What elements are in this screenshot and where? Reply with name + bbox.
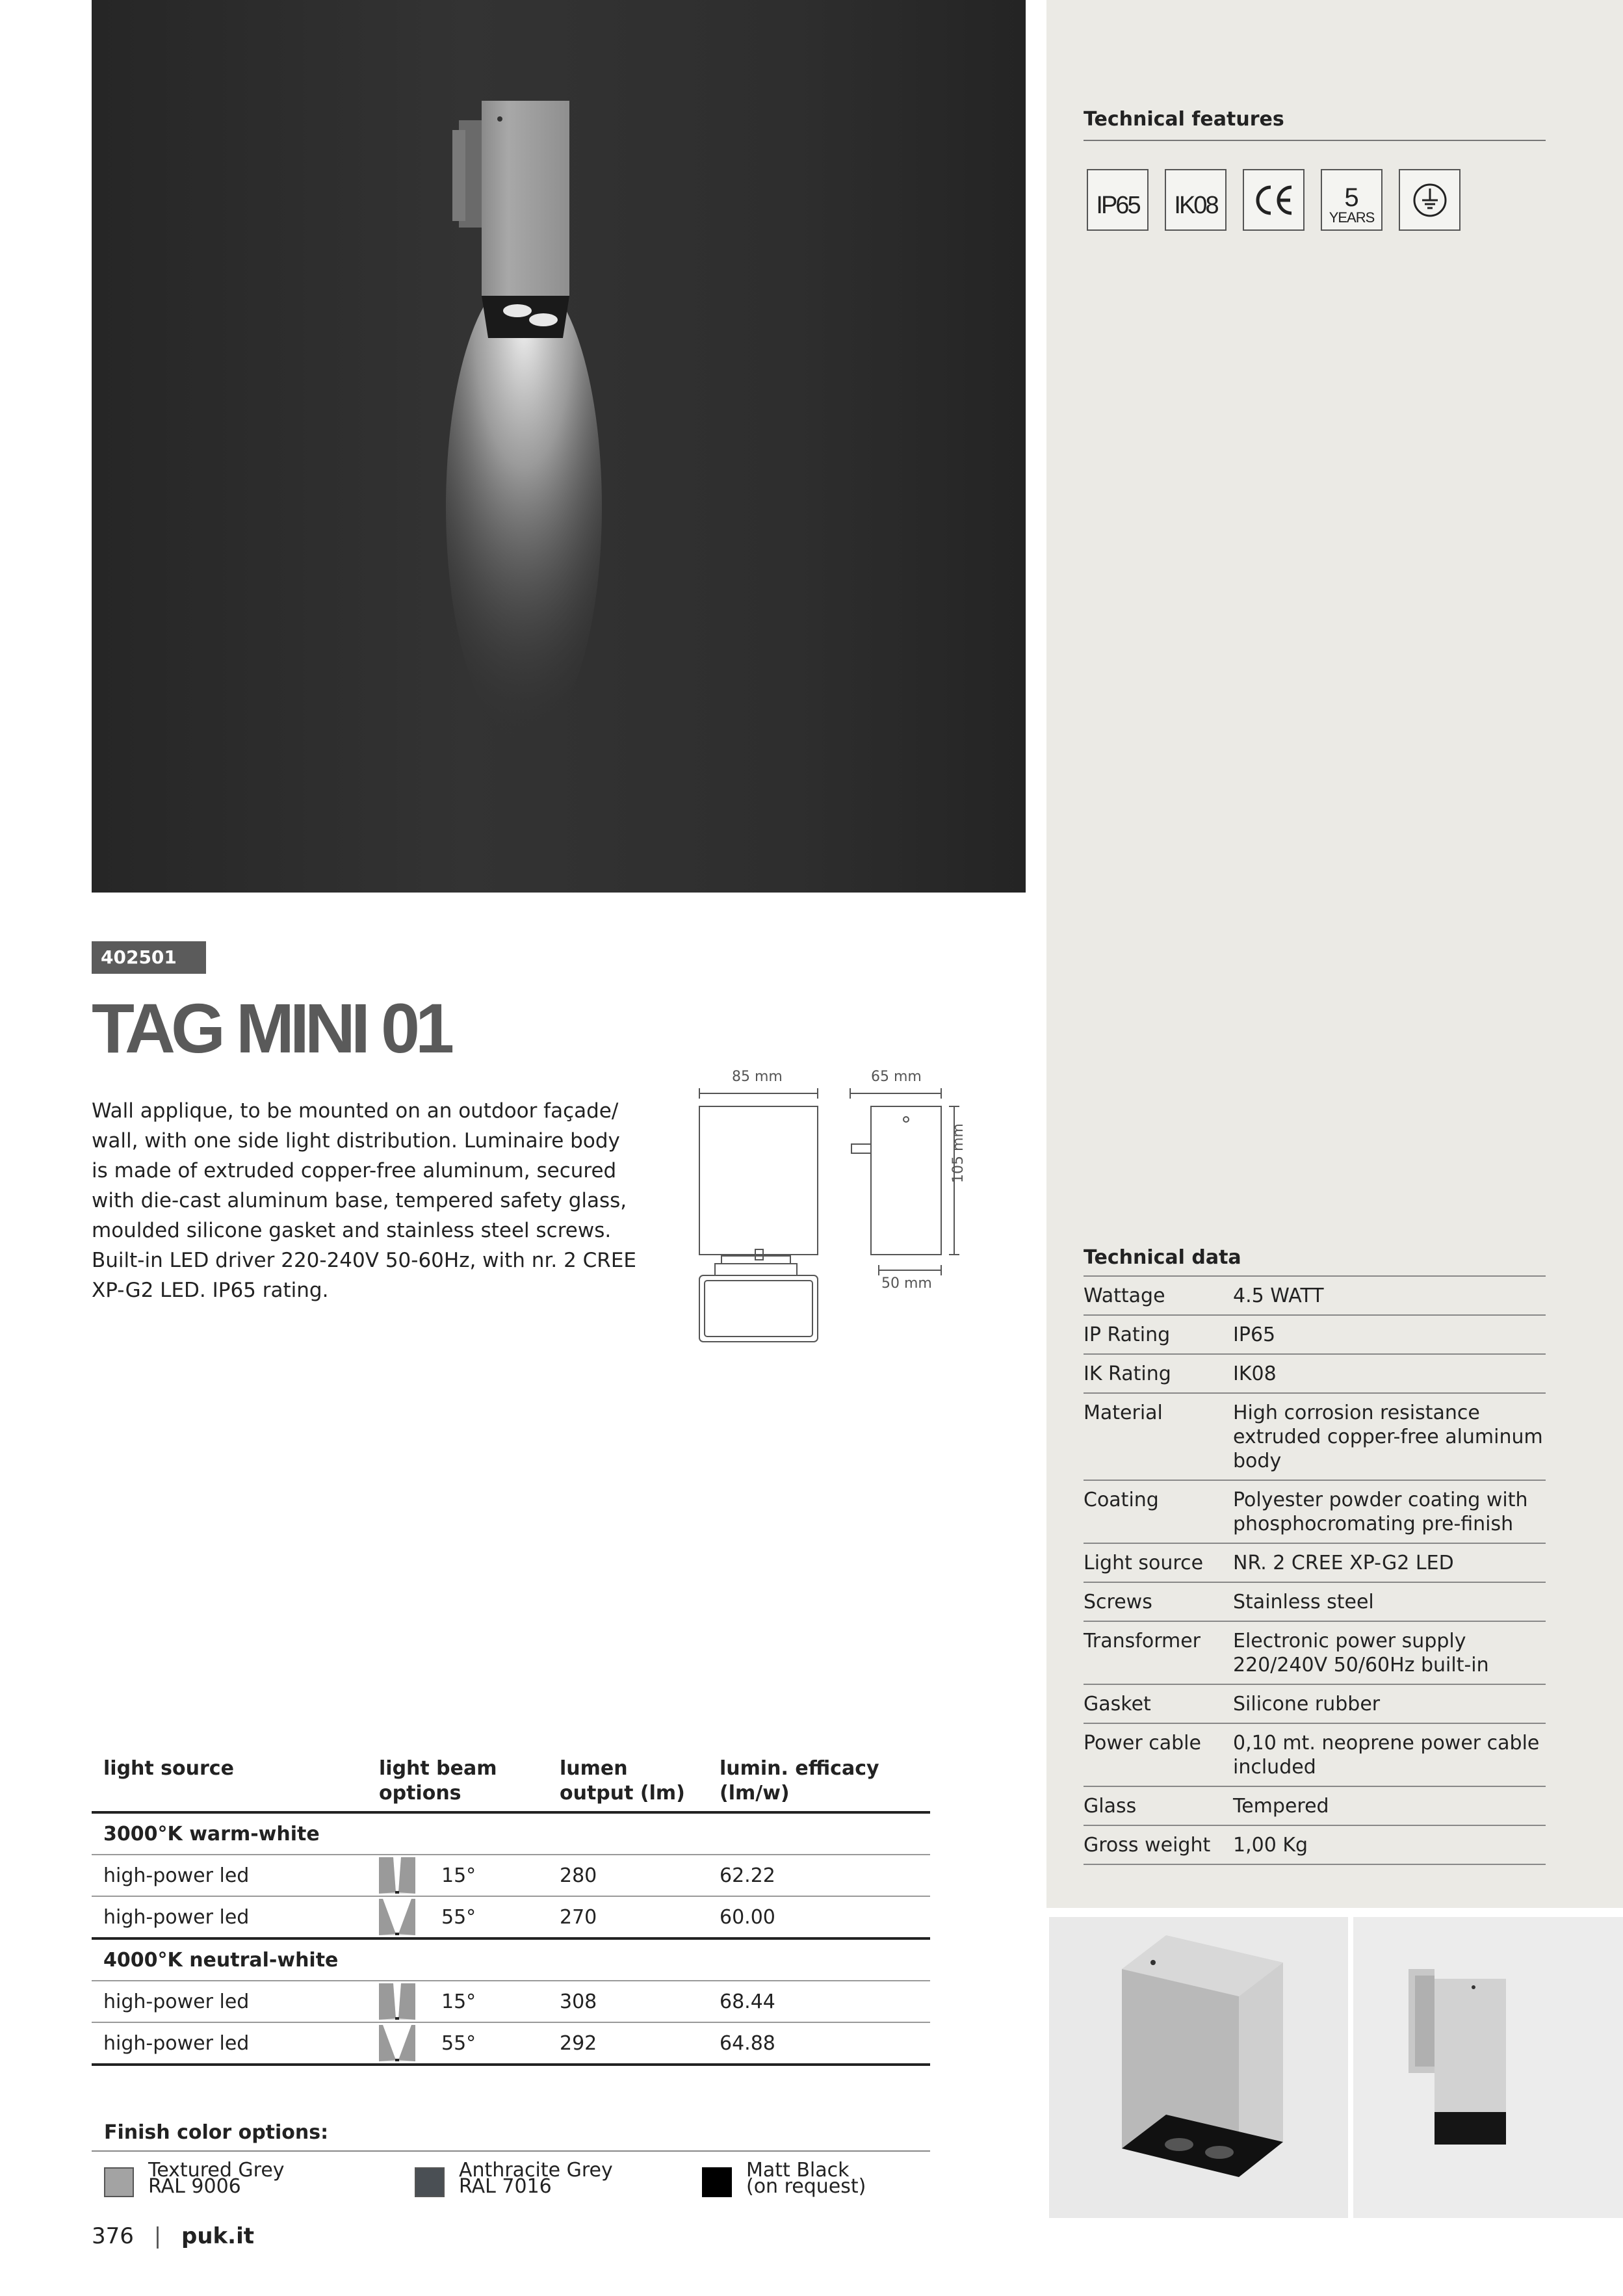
light-source-cell: high-power led — [103, 2031, 250, 2055]
lumen-cell: 292 — [560, 2031, 597, 2055]
light-source-table — [92, 1754, 930, 2066]
spec-key: Material — [1084, 1402, 1163, 1424]
divider — [92, 2150, 930, 2152]
efficacy-cell: 64.88 — [720, 2031, 775, 2055]
spec-value: IP65 — [1233, 1324, 1276, 1346]
product-photo-side — [1353, 1917, 1623, 2218]
spec-key: Light source — [1084, 1552, 1204, 1574]
table-row — [1084, 1543, 1546, 1582]
narrow-beam-icon — [379, 1983, 415, 2020]
earth-ground-icon — [1399, 169, 1461, 231]
beam-angle: 55° — [441, 1905, 476, 1929]
column-header: lumin. efficacy (lm/w) — [720, 1757, 879, 1805]
spec-key: Wattage — [1084, 1285, 1165, 1307]
table-row — [92, 1981, 930, 2022]
warranty-unit: YEARS — [1329, 209, 1375, 226]
product-title: TAG MINI 01 — [92, 989, 450, 1067]
dimension-drawing — [676, 1066, 1014, 1378]
finish-code: RAL 7016 — [459, 2175, 552, 2198]
footer-separator: | — [153, 2223, 162, 2249]
spec-key: Screws — [1084, 1591, 1152, 1613]
lumen-cell: 308 — [560, 1990, 597, 2013]
spec-key: IK Rating — [1084, 1363, 1171, 1385]
color-swatch-textured-grey — [104, 2167, 134, 2197]
column-header: light beam options — [379, 1757, 497, 1805]
ik08-badge-label: IK08 — [1174, 192, 1217, 219]
dim-depth-label: 65 mm — [871, 1069, 922, 1085]
spec-value: Tempered — [1233, 1795, 1329, 1818]
table-row — [1084, 1786, 1546, 1825]
group-label: 3000°K warm-white — [103, 1822, 320, 1846]
light-source-cell: high-power led — [103, 1905, 250, 1929]
light-source-cell: high-power led — [103, 1864, 250, 1887]
efficacy-cell: 60.00 — [720, 1905, 775, 1929]
finish-options-title: Finish color options: — [104, 2121, 329, 2144]
dim-base-label: 50 mm — [881, 1275, 932, 1292]
warranty-number: 5 — [1344, 183, 1359, 212]
spec-value: 0,10 mt. neoprene power cable included — [1233, 1732, 1540, 1779]
spec-value: 4.5 WATT — [1233, 1285, 1324, 1307]
table-row — [1084, 1276, 1546, 1315]
product-code-badge: 402501 — [92, 941, 206, 974]
lumen-cell: 280 — [560, 1864, 597, 1887]
table-row — [1084, 1315, 1546, 1354]
light-source-cell: high-power led — [103, 1990, 250, 2013]
spec-value: 1,00 Kg — [1233, 1834, 1308, 1857]
group-label: 4000°K neutral-white — [103, 1948, 339, 1972]
technical-features-title: Technical features — [1084, 108, 1284, 131]
efficacy-cell: 68.44 — [720, 1990, 775, 2013]
product-description: Wall applique, to be mounted on an outdoor façade/ wall, with one side light distribution. Luminaire body is made of extruded copper-free aluminum, secured with die-cast aluminum base, tempered safety glass, moulded silicone gasket and stainless steel screws. Built-in LED driver 220-240V 50-60Hz, with nr. 2 CREE XP-G2 LED. IP65 rating. — [92, 1099, 636, 1302]
spec-value: Silicone rubber — [1233, 1693, 1381, 1715]
technical-data-table — [1084, 1275, 1546, 1865]
table-row — [1084, 1480, 1546, 1543]
table-group-row — [92, 1938, 930, 1981]
hero-product-photo — [92, 0, 1026, 893]
column-header: light source — [103, 1757, 234, 1780]
finish-option-label — [459, 2159, 613, 2198]
finish-name: Matt Black — [746, 2159, 850, 2182]
ip65-badge-label: IP65 — [1096, 192, 1139, 219]
lumen-cell: 270 — [560, 1905, 597, 1929]
spec-key: Transformer — [1084, 1630, 1201, 1652]
spec-key: Gross weight — [1084, 1834, 1211, 1857]
narrow-beam-icon — [379, 1857, 415, 1894]
finish-option-label — [746, 2159, 866, 2198]
page-number: 376 — [92, 2223, 134, 2249]
finish-name: Textured Grey — [148, 2159, 285, 2182]
spec-value: Electronic power supply 220/240V 50/60Hz built-in — [1233, 1630, 1489, 1676]
finish-code: RAL 9006 — [148, 2175, 241, 2198]
wide-beam-icon — [379, 1899, 415, 1935]
spec-value: NR. 2 CREE XP-G2 LED — [1233, 1552, 1454, 1574]
spec-value: IK08 — [1233, 1363, 1277, 1385]
finish-option-label — [148, 2159, 285, 2198]
table-row — [92, 2022, 930, 2065]
beam-angle: 15° — [441, 1864, 476, 1887]
product-photo-perspective — [1049, 1917, 1348, 2218]
color-swatch-anthracite-grey — [415, 2167, 445, 2197]
dim-height-label: 105 mm — [950, 1123, 967, 1183]
efficacy-cell: 62.22 — [720, 1864, 775, 1887]
table-row — [92, 1855, 930, 1896]
table-row — [1084, 1582, 1546, 1621]
ce-mark-icon — [1243, 169, 1305, 231]
table-row — [1084, 1684, 1546, 1723]
table-row — [1084, 1825, 1546, 1864]
spec-value: High corrosion resistance extruded copper-free aluminum body — [1233, 1402, 1543, 1472]
spec-key: Gasket — [1084, 1693, 1151, 1715]
spec-key: Coating — [1084, 1489, 1159, 1511]
table-row — [1084, 1393, 1546, 1480]
column-header: lumen output (lm) — [560, 1757, 685, 1805]
technical-data-title: Technical data — [1084, 1246, 1241, 1269]
spec-key: Power cable — [1084, 1732, 1201, 1755]
spec-value: Polyester powder coating with phosphocromating pre-finish — [1233, 1489, 1528, 1535]
warranty-5-years-icon — [1321, 169, 1383, 231]
table-row — [92, 1896, 930, 1938]
finish-code: (on request) — [746, 2175, 866, 2198]
spec-value: Stainless steel — [1233, 1591, 1374, 1613]
dim-width-label: 85 mm — [732, 1069, 783, 1085]
site-link[interactable]: puk.it — [181, 2223, 254, 2249]
page-footer — [92, 2223, 254, 2249]
divider — [1084, 140, 1546, 141]
beam-angle: 55° — [441, 2031, 476, 2055]
table-row — [1084, 1354, 1546, 1393]
color-swatch-matt-black — [702, 2167, 732, 2197]
beam-angle: 15° — [441, 1990, 476, 2013]
ip65-icon — [1087, 169, 1149, 231]
spec-key: Glass — [1084, 1795, 1137, 1818]
ik08-icon — [1165, 169, 1227, 231]
table-row — [1084, 1723, 1546, 1786]
table-group-row — [92, 1812, 930, 1855]
spec-key: IP Rating — [1084, 1324, 1171, 1346]
table-row — [1084, 1621, 1546, 1684]
finish-name: Anthracite Grey — [459, 2159, 613, 2182]
wide-beam-icon — [379, 2025, 415, 2061]
